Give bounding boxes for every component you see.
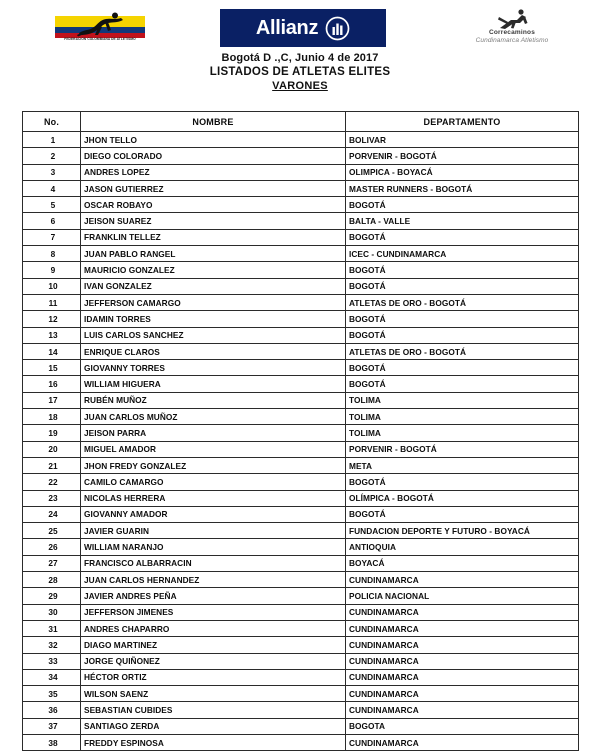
- cell-departamento: BOGOTÁ: [346, 197, 579, 213]
- cell-departamento: ICEC - CUNDINAMARCA: [346, 246, 579, 262]
- cell-no: 1: [23, 132, 81, 148]
- cell-nombre: OSCAR ROBAYO: [81, 197, 346, 213]
- table-row: [23, 392, 579, 408]
- cell-nombre: JUAN CARLOS MUÑOZ: [81, 409, 346, 425]
- cell-nombre: JHON TELLO: [81, 132, 346, 148]
- allianz-wordmark: Allianz: [255, 16, 319, 39]
- column-header-departamento: DEPARTAMENTO: [346, 112, 579, 132]
- cell-departamento: BOGOTÁ: [346, 311, 579, 327]
- cell-nombre: DIAGO MARTINEZ: [81, 637, 346, 653]
- cell-no: 8: [23, 246, 81, 262]
- cell-no: 37: [23, 718, 81, 734]
- cell-no: 2: [23, 148, 81, 164]
- page-title: LISTADOS DE ATLETAS ELITES: [209, 66, 391, 78]
- cell-departamento: PORVENIR - BOGOTÁ: [346, 441, 579, 457]
- cell-nombre: IDAMIN TORRES: [81, 311, 346, 327]
- table-row: [23, 490, 579, 506]
- table-row: [23, 311, 579, 327]
- document-date: Bogotá D .,C, Junio 4 de 2017: [221, 52, 379, 64]
- cell-nombre: DIEGO COLORADO: [81, 148, 346, 164]
- table-row: [23, 506, 579, 522]
- cell-no: 13: [23, 327, 81, 343]
- cell-departamento: BOGOTÁ: [346, 229, 579, 245]
- table-row: [23, 327, 579, 343]
- table-row: [23, 457, 579, 473]
- cell-no: 38: [23, 734, 81, 750]
- cell-no: 12: [23, 311, 81, 327]
- cell-no: 35: [23, 686, 81, 702]
- cell-no: 31: [23, 620, 81, 636]
- cell-nombre: WILSON SAENZ: [81, 686, 346, 702]
- allianz-logo: [220, 9, 386, 47]
- table-row: [23, 262, 579, 278]
- column-header-nombre: NOMBRE: [81, 112, 346, 132]
- cell-departamento: BOYACÁ: [346, 555, 579, 571]
- cell-nombre: JASON GUTIERREZ: [81, 180, 346, 196]
- cell-departamento: MASTER RUNNERS - BOGOTÁ: [346, 180, 579, 196]
- cell-departamento: CUNDINAMARCA: [346, 686, 579, 702]
- table-row: [23, 620, 579, 636]
- cell-departamento: TOLIMA: [346, 409, 579, 425]
- correcaminos-logo: [458, 8, 566, 50]
- cell-nombre: JORGE QUIÑONEZ: [81, 653, 346, 669]
- cell-departamento: POLICIA NACIONAL: [346, 588, 579, 604]
- cell-nombre: JAVIER GUARIN: [81, 523, 346, 539]
- table-row: [23, 555, 579, 571]
- cell-no: 17: [23, 392, 81, 408]
- table-row: [23, 474, 579, 490]
- cell-no: 34: [23, 669, 81, 685]
- cell-nombre: JHON FREDY GONZALEZ: [81, 457, 346, 473]
- athletes-table: [22, 111, 579, 751]
- table-row: [23, 588, 579, 604]
- cell-no: 7: [23, 229, 81, 245]
- cell-no: 36: [23, 702, 81, 718]
- table-row: [23, 376, 579, 392]
- cell-departamento: BOGOTA: [346, 718, 579, 734]
- cell-no: 11: [23, 294, 81, 310]
- table-row: [23, 360, 579, 376]
- cell-nombre: ANDRES CHAPARRO: [81, 620, 346, 636]
- document-title-block: [0, 51, 600, 94]
- cell-departamento: BOLIVAR: [346, 132, 579, 148]
- table-row: [23, 686, 579, 702]
- table-row: [23, 637, 579, 653]
- cell-departamento: TOLIMA: [346, 425, 579, 441]
- cell-nombre: LUIS CARLOS SANCHEZ: [81, 327, 346, 343]
- cell-no: 27: [23, 555, 81, 571]
- cell-nombre: FRANCISCO ALBARRACIN: [81, 555, 346, 571]
- federacion-colombiana-atletismo-logo: [55, 12, 145, 45]
- table-row: [23, 539, 579, 555]
- cell-nombre: JUAN PABLO RANGEL: [81, 246, 346, 262]
- cell-no: 4: [23, 180, 81, 196]
- cell-departamento: CUNDINAMARCA: [346, 702, 579, 718]
- cell-departamento: BOGOTÁ: [346, 506, 579, 522]
- cell-departamento: ANTIOQUIA: [346, 539, 579, 555]
- correcaminos-subtitle: Cundinamarca Atletismo: [475, 37, 549, 44]
- cell-departamento: CUNDINAMARCA: [346, 669, 579, 685]
- cell-no: 14: [23, 343, 81, 359]
- cell-nombre: NICOLAS HERRERA: [81, 490, 346, 506]
- table-row: [23, 246, 579, 262]
- cell-no: 9: [23, 262, 81, 278]
- cell-no: 25: [23, 523, 81, 539]
- table-row: [23, 180, 579, 196]
- cell-no: 26: [23, 539, 81, 555]
- cell-nombre: WILLIAM HIGUERA: [81, 376, 346, 392]
- cell-departamento: CUNDINAMARCA: [346, 653, 579, 669]
- cell-departamento: BALTA - VALLE: [346, 213, 579, 229]
- table-row: [23, 164, 579, 180]
- document-header: [0, 0, 600, 106]
- cell-departamento: CUNDINAMARCA: [346, 620, 579, 636]
- table-row: [23, 409, 579, 425]
- cell-no: 18: [23, 409, 81, 425]
- table-body: [23, 132, 579, 751]
- cell-nombre: GIOVANNY TORRES: [81, 360, 346, 376]
- cell-departamento: CUNDINAMARCA: [346, 572, 579, 588]
- cell-departamento: TOLIMA: [346, 392, 579, 408]
- cell-no: 30: [23, 604, 81, 620]
- cell-nombre: JEISON PARRA: [81, 425, 346, 441]
- cell-no: 3: [23, 164, 81, 180]
- cell-departamento: BOGOTÁ: [346, 278, 579, 294]
- cell-no: 19: [23, 425, 81, 441]
- correcaminos-name: Correcaminos: [488, 29, 536, 36]
- cell-departamento: ATLETAS DE ORO - BOGOTÁ: [346, 294, 579, 310]
- table-header-row: [23, 112, 579, 132]
- table-row: [23, 343, 579, 359]
- cell-departamento: BOGOTÁ: [346, 360, 579, 376]
- table-header: [23, 112, 579, 132]
- cell-no: 28: [23, 572, 81, 588]
- cell-departamento: PORVENIR - BOGOTÁ: [346, 148, 579, 164]
- cell-departamento: BOGOTÁ: [346, 262, 579, 278]
- cell-nombre: ANDRES LOPEZ: [81, 164, 346, 180]
- table-row: [23, 294, 579, 310]
- cell-nombre: SANTIAGO ZERDA: [81, 718, 346, 734]
- cell-no: 29: [23, 588, 81, 604]
- cell-nombre: RUBÉN MUÑOZ: [81, 392, 346, 408]
- cell-nombre: JAVIER ANDRES PEÑA: [81, 588, 346, 604]
- table-row: [23, 425, 579, 441]
- cell-departamento: CUNDINAMARCA: [346, 637, 579, 653]
- table-row: [23, 702, 579, 718]
- cell-no: 32: [23, 637, 81, 653]
- table-row: [23, 148, 579, 164]
- cell-departamento: META: [346, 457, 579, 473]
- cell-no: 24: [23, 506, 81, 522]
- cell-no: 22: [23, 474, 81, 490]
- allianz-bars-circle-icon: [325, 16, 350, 41]
- column-header-no: No.: [23, 112, 81, 132]
- table-row: [23, 653, 579, 669]
- federacion-caption: FEDERACION COLOMBIANA DE ATLETISMO: [64, 37, 136, 41]
- cell-nombre: ENRIQUE CLAROS: [81, 343, 346, 359]
- cell-nombre: CAMILO CAMARGO: [81, 474, 346, 490]
- cell-departamento: OLIMPICA - BOYACÁ: [346, 164, 579, 180]
- cell-no: 6: [23, 213, 81, 229]
- table-row: [23, 669, 579, 685]
- table-row: [23, 197, 579, 213]
- cell-nombre: FREDDY ESPINOSA: [81, 734, 346, 750]
- cell-departamento: CUNDINAMARCA: [346, 604, 579, 620]
- cell-nombre: FRANKLIN TELLEZ: [81, 229, 346, 245]
- runner-outline-icon: [491, 8, 533, 30]
- cell-departamento: BOGOTÁ: [346, 376, 579, 392]
- cell-no: 20: [23, 441, 81, 457]
- table-row: [23, 572, 579, 588]
- page-subtitle: VARONES: [272, 80, 328, 92]
- cell-nombre: IVAN GONZALEZ: [81, 278, 346, 294]
- cell-nombre: JEISON SUAREZ: [81, 213, 346, 229]
- table-row: [23, 734, 579, 750]
- table-row: [23, 523, 579, 539]
- cell-nombre: HÉCTOR ORTIZ: [81, 669, 346, 685]
- cell-no: 16: [23, 376, 81, 392]
- cell-departamento: FUNDACION DEPORTE Y FUTURO - BOYACÁ: [346, 523, 579, 539]
- runner-silhouette-icon: [75, 11, 127, 37]
- cell-nombre: SEBASTIAN CUBIDES: [81, 702, 346, 718]
- cell-nombre: MIGUEL AMADOR: [81, 441, 346, 457]
- cell-departamento: CUNDINAMARCA: [346, 734, 579, 750]
- cell-no: 21: [23, 457, 81, 473]
- cell-no: 5: [23, 197, 81, 213]
- table-row: [23, 132, 579, 148]
- table-row: [23, 229, 579, 245]
- cell-departamento: BOGOTÁ: [346, 474, 579, 490]
- cell-nombre: JEFFERSON JIMENES: [81, 604, 346, 620]
- cell-no: 23: [23, 490, 81, 506]
- cell-departamento: BOGOTÁ: [346, 327, 579, 343]
- cell-departamento: OLÍMPICA - BOGOTÁ: [346, 490, 579, 506]
- cell-nombre: GIOVANNY AMADOR: [81, 506, 346, 522]
- cell-nombre: JUAN CARLOS HERNANDEZ: [81, 572, 346, 588]
- athletes-table-container: [22, 111, 578, 751]
- cell-nombre: JEFFERSON CAMARGO: [81, 294, 346, 310]
- table-row: [23, 213, 579, 229]
- table-row: [23, 278, 579, 294]
- cell-no: 15: [23, 360, 81, 376]
- cell-nombre: WILLIAM NARANJO: [81, 539, 346, 555]
- table-row: [23, 441, 579, 457]
- cell-no: 33: [23, 653, 81, 669]
- table-row: [23, 718, 579, 734]
- table-row: [23, 604, 579, 620]
- cell-nombre: MAURICIO GONZALEZ: [81, 262, 346, 278]
- cell-departamento: ATLETAS DE ORO - BOGOTÁ: [346, 343, 579, 359]
- cell-no: 10: [23, 278, 81, 294]
